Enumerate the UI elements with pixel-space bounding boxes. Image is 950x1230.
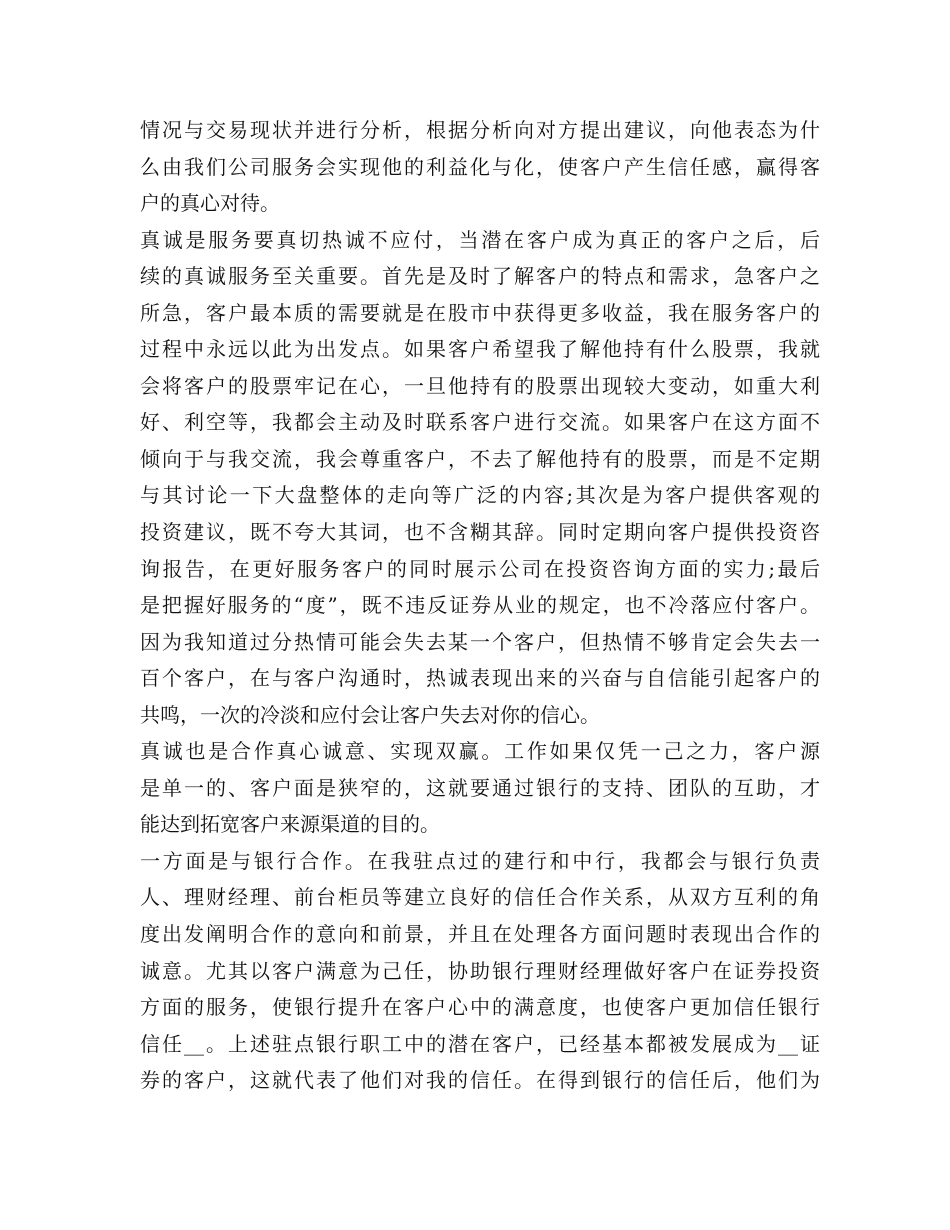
body-text [140, 112, 820, 1099]
text-line: 情况与交易现状并进行分析，根据分析向对方提出建议，向他表态为什 [140, 118, 820, 142]
text-line: 与其讨论一下大盘整体的走向等广泛的内容;其次是为客户提供客观的 [140, 483, 820, 508]
text-line: 诚意。尤其以客户满意为己任，协助银行理财经理做好客户在证券投资 [140, 958, 820, 983]
text-line: 真诚是服务要真切热诚不应付，当潜在客户成为真正的客户之后，后 [140, 227, 820, 252]
text-line: 度出发阐明合作的意向和前景，并且在处理各方面问题时表现出合作的 [140, 922, 820, 947]
text-line: 户的真心对待。 [140, 191, 280, 216]
text-line: 么由我们公司服务会实现他的利益化与化，使客户产生信任感，赢得客 [140, 154, 820, 179]
text-line: 是把握好服务的“度”，既不违反证券从业的规定，也不冷落应付客户。 [140, 593, 820, 618]
text-line: 信任__。上述驻点银行职工中的潜在客户，已经基本都被发展成为__证 [140, 1031, 820, 1056]
text-line: 人、理财经理、前台柜员等建立良好的信任合作关系，从双方互利的角 [140, 885, 820, 910]
text-line: 续的真诚服务至关重要。首先是及时了解客户的特点和需求，急客户之 [140, 264, 820, 289]
text-line: 投资建议，既不夸大其词，也不含糊其辞。同时定期向客户提供投资咨 [140, 520, 820, 545]
text-line: 好、利空等，我都会主动及时联系客户进行交流。如果客户在这方面不 [140, 410, 820, 435]
text-line: 询报告，在更好服务客户的同时展示公司在投资咨询方面的实力;最后 [140, 556, 820, 581]
text-line: 共鸣，一次的冷淡和应付会让客户失去对你的信心。 [140, 702, 600, 727]
text-line: 过程中永远以此为出发点。如果客户希望我了解他持有什么股票，我就 [140, 337, 820, 362]
text-line: 一方面是与银行合作。在我驻点过的建行和中行，我都会与银行负责 [140, 848, 820, 873]
text-line: 券的客户，这就代表了他们对我的信任。在得到银行的信任后，他们为 [140, 1068, 820, 1093]
text-line: 是单一的、客户面是狭窄的，这就要通过银行的支持、团队的互助，才 [140, 775, 820, 800]
text-line: 因为我知道过分热情可能会失去某一个客户，但热情不够肯定会失去一 [140, 629, 820, 654]
text-line: 真诚也是合作真心诚意、实现双赢。工作如果仅凭一己之力，客户源 [140, 739, 820, 764]
text-line: 百个客户，在与客户沟通时，热诚表现出来的兴奋与自信能引起客户的 [140, 666, 820, 691]
text-line: 能达到拓宽客户来源渠道的目的。 [140, 812, 440, 837]
text-line: 倾向于与我交流，我会尊重客户，不去了解他持有的股票，而是不定期 [140, 446, 820, 471]
text-line: 会将客户的股票牢记在心，一旦他持有的股票出现较大变动，如重大利 [140, 373, 820, 398]
text-line: 方面的服务，使银行提升在客户心中的满意度，也使客户更加信任银行 [140, 995, 820, 1020]
text-line: 所急，客户最本质的需要就是在股市中获得更多收益，我在服务客户的 [140, 300, 820, 325]
